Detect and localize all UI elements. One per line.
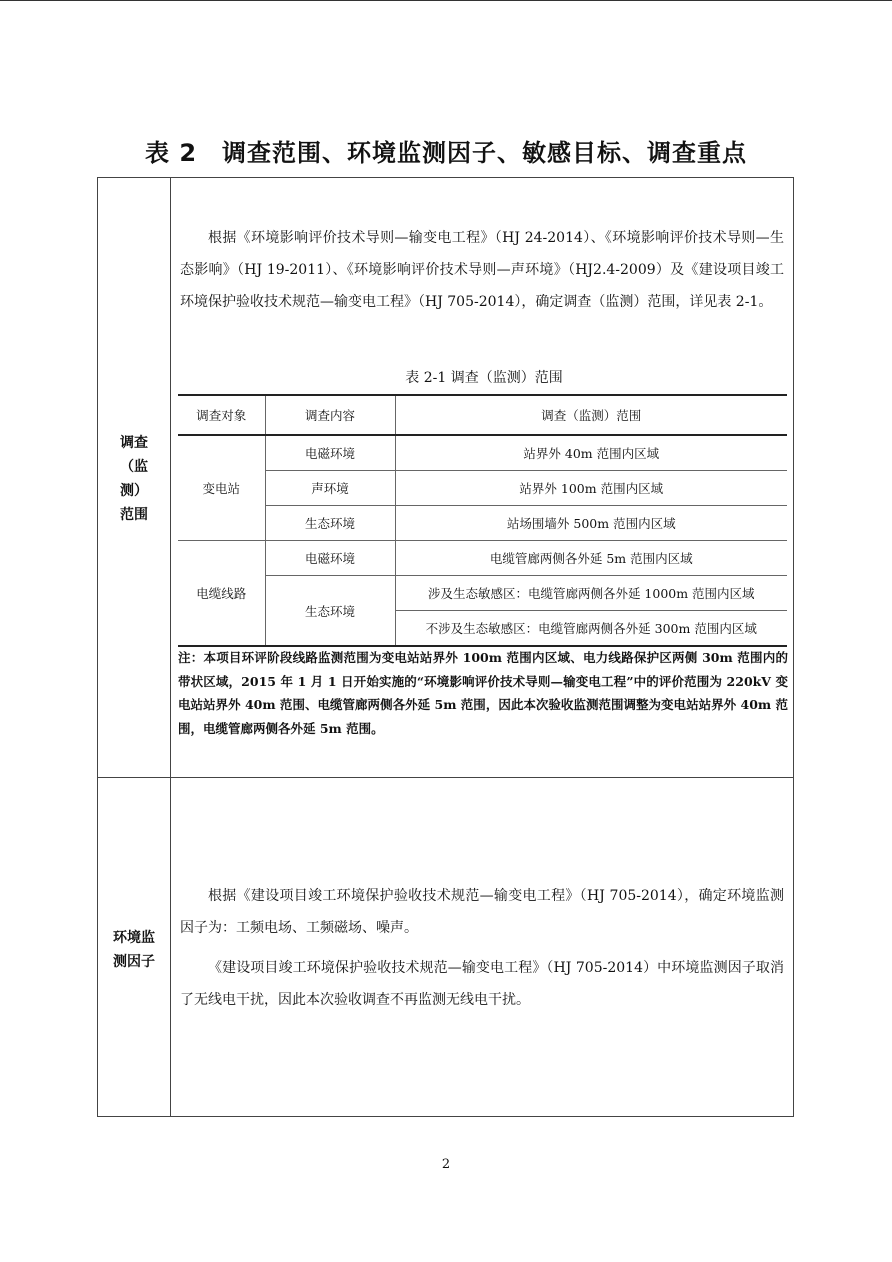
- range-cell: 站界外 40m 范围内区域: [395, 435, 787, 471]
- header-cell: 调查对象: [178, 395, 265, 435]
- factors-label-line: 测因子: [113, 954, 155, 970]
- factors-paragraph-2: 《建设项目竣工环境保护验收技术规范—输变电工程》（HJ 705-2014）中环境监测因子取消了无线电干扰，因此本次验收调查不再监测无线电干扰。: [180, 960, 784, 1008]
- scope-section-label: [98, 431, 170, 527]
- factors-section-label: [98, 926, 170, 974]
- range-cell: 电缆管廊两侧各外延 5m 范围内区域: [395, 541, 787, 576]
- content-cell: 生态环境: [265, 576, 395, 647]
- table-row: [178, 576, 787, 611]
- content-cell: 电磁环境: [265, 435, 395, 471]
- factors-label-line: 环境监: [113, 930, 155, 946]
- header-cell: 调查内容: [265, 395, 395, 435]
- scope-label-line: （监: [120, 459, 148, 475]
- page-number: 2: [441, 1157, 451, 1172]
- content-cell: 声环境: [265, 471, 395, 506]
- content-cell: 电磁环境: [265, 541, 395, 576]
- object-cell-substation: 变电站: [178, 435, 265, 541]
- table-row: [178, 541, 787, 576]
- header-cell: 调查（监测）范围: [395, 395, 787, 435]
- range-cell: 站界外 100m 范围内区域: [395, 471, 787, 506]
- factors-paragraph-1: 根据《建设项目竣工环境保护验收技术规范—输变电工程》（HJ 705-2014），确定环境监测因子为：工频电场、工频磁场、噪声。: [180, 888, 784, 936]
- scope-label-line: 范围: [120, 507, 148, 523]
- main-table: [97, 177, 794, 1117]
- range-cell: 不涉及生态敏感区：电缆管廊两侧各外延 300m 范围内区域: [395, 611, 787, 647]
- object-cell-cable: 电缆线路: [178, 541, 265, 647]
- scope-label-line: 测）: [120, 483, 148, 499]
- table-row: [178, 471, 787, 506]
- page-title: 表 2 调查范围、环境监测因子、敏感目标、调查重点: [144, 139, 748, 167]
- scope-paragraph: 根据《环境影响评价技术导则—输变电工程》（HJ 24-2014）、《环境影响评价技术导则—生态影响》（HJ 19-2011）、《环境影响评价技术导则—声环境》（HJ2.4-2009）及《建设项目竣工环境保护验收技术规范—输变电工程》（HJ 705-2014），确定调查（监测）范围，详见表 2-1。: [180, 230, 784, 310]
- range-cell: 涉及生态敏感区：电缆管廊两侧各外延 1000m 范围内区域: [395, 576, 787, 611]
- scope-label-line: 调查: [120, 435, 148, 451]
- table-row: [178, 435, 787, 471]
- table-note: 注：本项目环评阶段线路监测范围为变电站站界外 100m 范围内区域、电力线路保护区两侧 30m 范围内的带状区域，2015 年 1 月 1 日开始实施的“环境影响评价技术导则—输变电工程”中的评价范围为 220kV 变电站站界外 40m 范围、电缆管廊两侧各外延 5m 范围，因此本次验收监测范围调整为变电站站界外 40m 范围，电缆管廊两侧各外延 5m 范围。: [178, 650, 788, 736]
- table-header-row: [178, 395, 787, 435]
- row-divider: [98, 777, 793, 778]
- column-divider: [170, 178, 171, 1116]
- range-cell: 站场围墙外 500m 范围内区域: [395, 506, 787, 541]
- table-row: [178, 506, 787, 541]
- table-caption: 表 2-1 调查（监测）范围: [405, 370, 563, 386]
- content-cell: 生态环境: [265, 506, 395, 541]
- scope-table: [178, 394, 787, 647]
- top-rule: [0, 0, 892, 1]
